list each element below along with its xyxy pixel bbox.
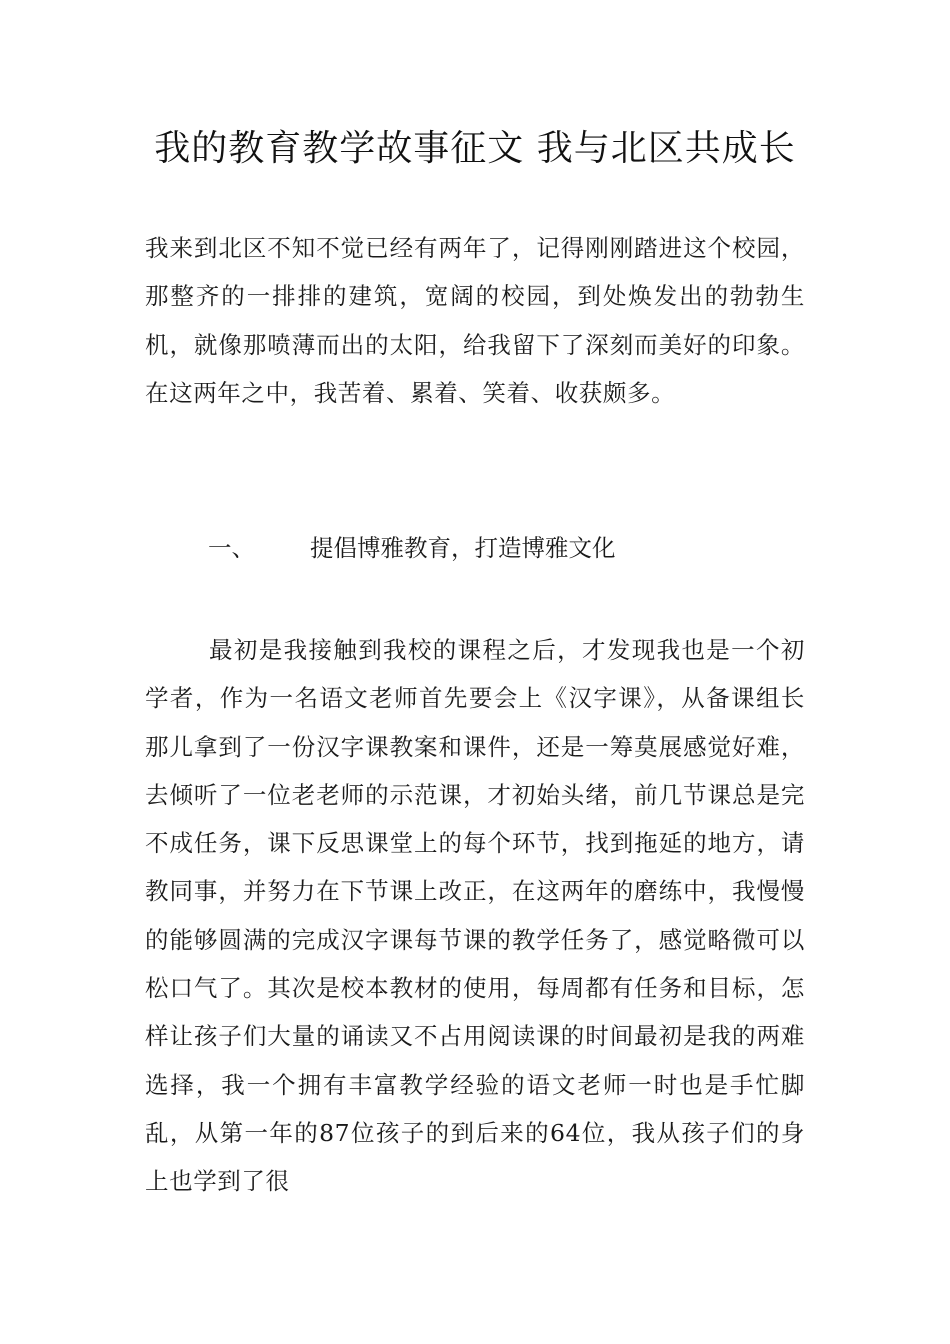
section-heading-text: 提倡博雅教育，打造博雅文化 (310, 534, 616, 562)
section-number: 一、 (208, 534, 255, 562)
intro-paragraph: 我来到北区不知不觉已经有两年了，记得刚刚踏进这个校园，那整齐的一排排的建筑，宽阔的校园，到处焕发出的勃勃生机，就像那喷薄而出的太阳，给我留下了深刻而美好的印象。在这两年之中，我苦着、累着、笑着、收获颇多。 (145, 234, 805, 407)
document-title: 我的教育教学故事征文 我与北区共成长 (154, 128, 796, 169)
section-heading (208, 528, 616, 568)
body-paragraph: 最初是我接触到我校的课程之后，才发现我也是一个初学者，作为一名语文老师首先要会上《汉字课》，从备课组长那儿拿到了一份汉字课教案和课件，还是一筹莫展感觉好难，去倾听了一位老老师的示范课，才初始头绪，前几节课总是完不成任务，课下反思课堂上的每个环节，找到拖延的地方，请教同事，并努力在下节课上改正，在这两年的磨练中，我慢慢的能够圆满的完成汉字课每节课的教学任务了，感觉略微可以松口气了。其次是校本教材的使用，每周都有任务和目标，怎样让孩子们大量的诵读又不占用阅读课的时间最初是我的两难选择，我一个拥有丰富教学经验的语文老师一时也是手忙脚乱，从第一年的87位孩子的到后来的64位，我从孩子们的身上也学到了很 (145, 636, 805, 1196)
